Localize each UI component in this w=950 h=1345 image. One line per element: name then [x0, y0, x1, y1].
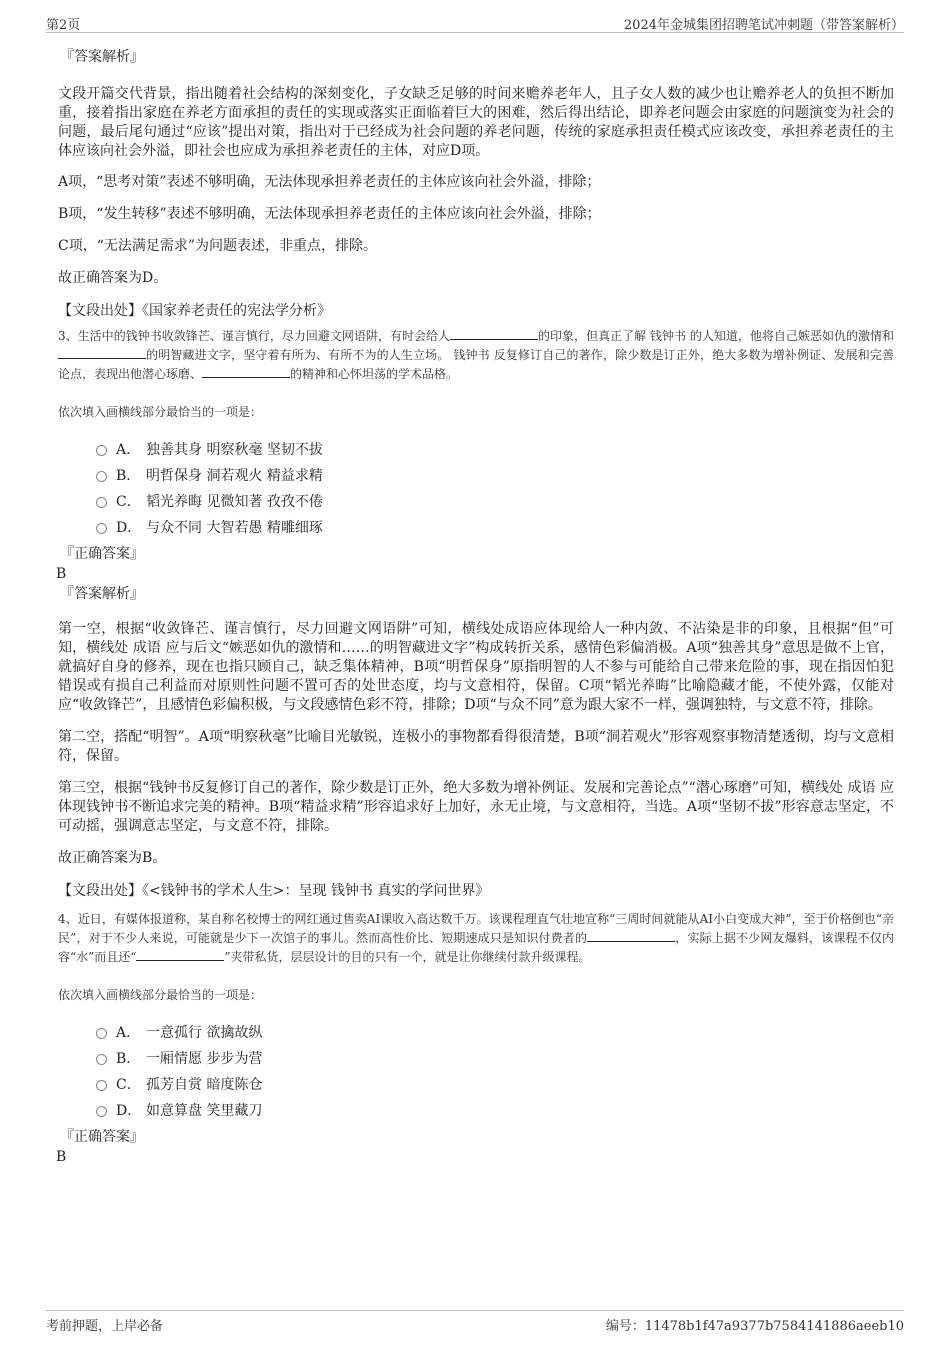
q3-stem-text-3: 的明智藏进文字，坚守着有所为、有所不为的人生立场。 钱钟书 反复修订自己的著作，除少数是订正外，绝大多数为增补例证、发展和完善论点，表现出他潜心琢磨、 — [58, 348, 894, 381]
page-number: 第2页 — [46, 18, 81, 33]
q4-stem — [58, 910, 894, 967]
q4-option-a[interactable] — [96, 1020, 894, 1046]
q3-option-a[interactable] — [96, 437, 894, 463]
q3-blank-3 — [202, 365, 290, 378]
footer-document-id: 编号：11478b1f47a9377b7584141886aeeb10 — [605, 1319, 904, 1334]
option-letter: B． — [116, 1051, 141, 1067]
option-letter: A． — [116, 442, 141, 458]
option-text: 一厢情愿 步步为营 — [146, 1051, 263, 1067]
q4-option-b[interactable] — [96, 1046, 894, 1072]
q2-analysis-label: 『答案解析』 — [60, 49, 144, 65]
q2-analysis-option-b: B项，“发生转移”表述不够明确，无法体现承担养老责任的主体应该向社会外溢，排除； — [58, 206, 601, 222]
q4-blank-1 — [587, 929, 675, 942]
option-letter: D． — [116, 520, 142, 536]
q3-analysis-paragraph-3: 第三空，根据“钱钟书反复修订自己的著作，除少数是订正外，绝大多数为增补例证、发展和完善论点”“潜心琢磨”可知，横线处 成语 应体现钱钟书不断追求完美的精神。B项“精益求精”形容追求好上加好，永无止境，与文意相符，当选。A项“坚韧不拔”形容意志坚定，不可动摇，强调意志坚定，与文意不符，排除。 — [58, 780, 894, 834]
q3-stem-text-4: 的精神和心怀坦荡的学术品格。 — [290, 367, 459, 381]
radio-icon[interactable] — [96, 1054, 107, 1065]
q4-options — [96, 1020, 894, 1124]
q3-stem — [58, 327, 894, 384]
page-content — [58, 42, 894, 1167]
option-text: 韬光养晦 见微知著 孜孜不倦 — [146, 494, 323, 510]
q3-blank-2 — [58, 346, 146, 359]
q3-option-d[interactable] — [96, 515, 894, 541]
q4-option-c[interactable] — [96, 1072, 894, 1098]
q4-prompt: 依次填入画横线部分最恰当的一项是： — [58, 988, 263, 1002]
option-text: 与众不同 大智若愚 精雕细琢 — [146, 520, 323, 536]
radio-icon[interactable] — [96, 523, 107, 534]
page-footer — [46, 1310, 904, 1337]
option-text: 一意孤行 欲擒故纵 — [146, 1025, 263, 1041]
q3-conclusion: 故正确答案为B。 — [58, 850, 167, 866]
q2-conclusion: 故正确答案为D。 — [58, 270, 168, 286]
q4-answer: B — [56, 1149, 67, 1165]
q3-analysis-paragraph-1: 第一空，根据“收敛锋芒、谨言慎行，尽力回避文网语阱”可知，横线处成语应体现给人一种内敛、不沾染是非的印象，且根据“但”可知，横线处 成语 应与后文“嫉恶如仇的激情和……的明智藏进文字”构成转折关系，感情色彩偏消极。A项“独善其身”意思是做不上官，就搞好自身的修养，现在也指只顾自己，缺乏集体精神，B项“明哲保身”原指明智的人不参与可能给自己带来危险的事，现在指因怕犯错误或有损自己利益而对原则性问题不置可否的处世态度，均与文意相符，保留。C项“韬光养晦”比喻隐藏才能，不使外露，仅能对应“收敛锋芒”，且感情色彩偏积极，与文段感情色彩不符，排除；D项“与众不同”意为跟大家不一样，强调独特，与文意不符，排除。 — [58, 621, 894, 713]
radio-icon[interactable] — [96, 1080, 107, 1091]
q3-answer: B — [56, 566, 67, 582]
option-letter: B． — [116, 468, 141, 484]
q3-options — [96, 437, 894, 541]
option-letter: C． — [116, 494, 141, 510]
q3-stem-text-2: 的印象，但真正了解 钱钟书 的人知道，他将自己嫉恶如仇的激情和 — [538, 329, 894, 343]
q3-blank-1 — [450, 327, 538, 340]
radio-icon[interactable] — [96, 497, 107, 508]
radio-icon[interactable] — [96, 471, 107, 482]
q3-option-b[interactable] — [96, 463, 894, 489]
option-text: 孤芳自赏 暗度陈仓 — [146, 1077, 263, 1093]
option-text: 独善其身 明察秋毫 坚韧不拔 — [146, 442, 323, 458]
radio-icon[interactable] — [96, 1028, 107, 1039]
q4-stem-text-1: 4、近日，有媒体报道称，某自称名校博士的网红通过售卖AI课收入高达数千万。该课程理直气壮地宣称“三周时间就能从AI小白变成大神”，至于价格倒也“亲民”，对于不少人来说，可能就是少下一次馆子的事儿。然而高性价比、短期速成只是知识付费者的 — [58, 912, 894, 945]
q3-option-c[interactable] — [96, 489, 894, 515]
radio-icon[interactable] — [96, 445, 107, 456]
option-letter: D． — [116, 1103, 142, 1119]
radio-icon[interactable] — [96, 1106, 107, 1117]
q3-source: 【文段出处】《<钱钟书的学术人生>：呈现 钱钟书 真实的学问世界》 — [58, 883, 490, 899]
q4-answer-label: 『正确答案』 — [60, 1129, 144, 1145]
q2-analysis-option-a: A项，“思考对策”表述不够明确，无法体现承担养老责任的主体应该向社会外溢，排除； — [58, 174, 601, 190]
footer-slogan: 考前押题，上岸必备 — [46, 1319, 164, 1334]
q4-stem-text-2: ，实际上据不少网友爆料，该课程不仅内容“水”而且还“ — [58, 931, 894, 964]
q4-stem-text-3: ”夹带私货，层层设计的目的只有一个，就是让你继续付款升级课程。 — [224, 950, 591, 964]
option-text: 如意算盘 笑里藏刀 — [146, 1103, 263, 1119]
q3-analysis-label: 『答案解析』 — [60, 586, 144, 602]
option-letter: C． — [116, 1077, 141, 1093]
q4-option-d[interactable] — [96, 1098, 894, 1124]
q2-analysis-option-c: C项，“无法满足需求”为问题表述，非重点，排除。 — [58, 238, 378, 254]
document-title: 2024年金城集团招聘笔试冲刺题（带答案解析） — [623, 18, 904, 33]
q3-answer-label: 『正确答案』 — [60, 546, 144, 562]
q3-stem-text-1: 3、生活中的钱钟书收敛锋芒、谨言慎行，尽力回避文网语阱，有时会给人 — [58, 329, 451, 343]
q3-analysis-paragraph-2: 第二空，搭配“明智”。A项“明察秋毫”比喻目光敏锐，连极小的事物都看得很清楚，B项“洞若观火”形容观察事物清楚透彻，均与文意相符，保留。 — [58, 729, 894, 764]
q3-prompt: 依次填入画横线部分最恰当的一项是： — [58, 405, 263, 419]
option-letter: A． — [116, 1025, 141, 1041]
q4-blank-2 — [136, 948, 224, 961]
option-text: 明哲保身 洞若观火 精益求精 — [146, 468, 323, 484]
q2-analysis-paragraph: 文段开篇交代背景，指出随着社会结构的深刻变化，子女缺乏足够的时间来赡养老年人，且子女人数的减少也让赡养老人的负担不断加重，接着指出家庭在养老方面承担的责任的实现或落实正面临着巨大的困难，然后得出结论，即养老问题会由家庭的问题演变为社会的问题，最后尾句通过“应该”提出对策，指出对于已经成为社会问题的养老问题，传统的家庭承担责任模式应该改变，承担养老责任的主体应该向社会外溢，即社会也应成为承担养老责任的主体，对应D项。 — [58, 86, 894, 159]
page-header — [46, 12, 904, 33]
q2-source: 【文段出处】《国家养老责任的宪法学分析》 — [58, 303, 331, 319]
